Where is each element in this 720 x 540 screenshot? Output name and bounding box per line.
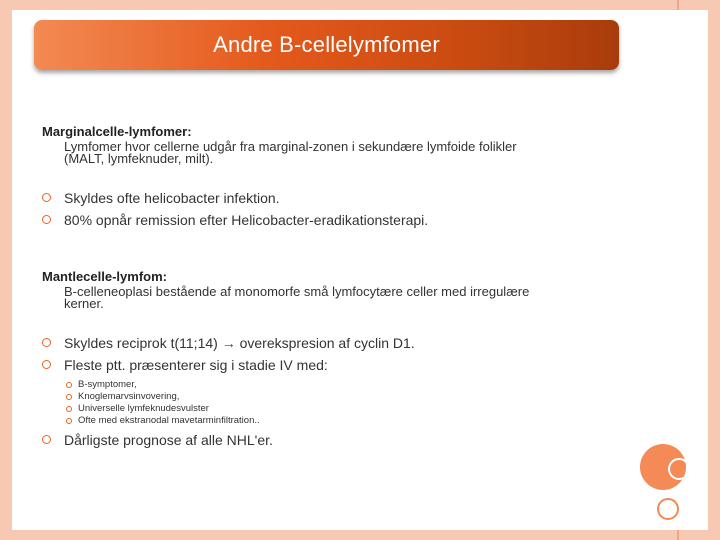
sub-list-item	[66, 403, 642, 415]
title-bar	[34, 20, 619, 70]
slide	[12, 10, 708, 530]
bullet-text: Dårligste prognose af alle NHL'er.	[64, 432, 273, 448]
slide-content	[42, 124, 642, 451]
description-line: B-celleneoplasi bestående af monomorfe små lymfocytære celler med irregulære	[64, 284, 530, 299]
list-item	[42, 332, 642, 354]
bullet-ring-icon	[42, 435, 51, 444]
sub-bullet-list	[66, 379, 642, 427]
bullet-ring-icon	[42, 360, 51, 369]
bullet-text: Skyldes ofte helicobacter infektion.	[64, 190, 280, 206]
decorative-circle-outline	[668, 458, 690, 480]
bullet-list-marginalcelle	[42, 187, 642, 231]
sub-bullet-text: Ofte med ekstranodal mavetarminfiltration..	[78, 415, 260, 426]
bullet-ring-icon	[42, 193, 51, 202]
bullet-ring-icon	[42, 215, 51, 224]
list-item	[42, 354, 642, 376]
slide-title: Andre B-cellelymfomer	[213, 32, 440, 57]
sub-bullet-text: Universelle lymfeknudesvulster	[78, 403, 209, 414]
sub-bullet-text: Knoglemarvsinvovering,	[78, 391, 180, 402]
section-description-mantlecelle	[64, 286, 642, 310]
bullet-ring-icon	[66, 382, 72, 388]
section-description-marginalcelle	[64, 141, 642, 165]
section-heading-marginalcelle: Marginalcelle-lymfomer:	[42, 124, 192, 139]
decorative-circle-ring	[657, 498, 679, 520]
sub-list-item	[66, 379, 642, 391]
sub-list-item	[66, 415, 642, 427]
arrow-right-icon: →	[221, 335, 236, 351]
bullet-ring-icon	[66, 406, 72, 412]
bullet-ring-icon	[42, 338, 51, 347]
description-line: Lymfomer hvor cellerne udgår fra marginal-zonen i sekundære lymfoide folikler	[64, 139, 517, 154]
bullet-text: 80% opnår remission efter Helicobacter-eradikationsterapi.	[64, 212, 429, 228]
sub-list-item	[66, 391, 642, 403]
bullet-ring-icon	[66, 394, 72, 400]
bullet-text-post: overekspresion af cyclin D1.	[239, 335, 415, 351]
bullet-list-mantlecelle	[42, 332, 642, 376]
list-item	[42, 429, 642, 451]
bullet-text-pre: Skyldes reciprok t(11;14)	[64, 335, 218, 351]
bullet-ring-icon	[66, 418, 72, 424]
bullet-list-mantlecelle-end	[42, 429, 642, 451]
list-item	[42, 187, 642, 209]
description-line: (MALT, lymfeknuder, milt).	[64, 151, 214, 166]
list-item	[42, 209, 642, 231]
section-heading-mantlecelle: Mantlecelle-lymfom:	[42, 269, 167, 284]
bullet-text: Fleste ptt. præsenterer sig i stadie IV med:	[64, 357, 328, 373]
description-line: kerner.	[64, 296, 104, 311]
sub-bullet-text: B-symptomer,	[78, 379, 137, 390]
